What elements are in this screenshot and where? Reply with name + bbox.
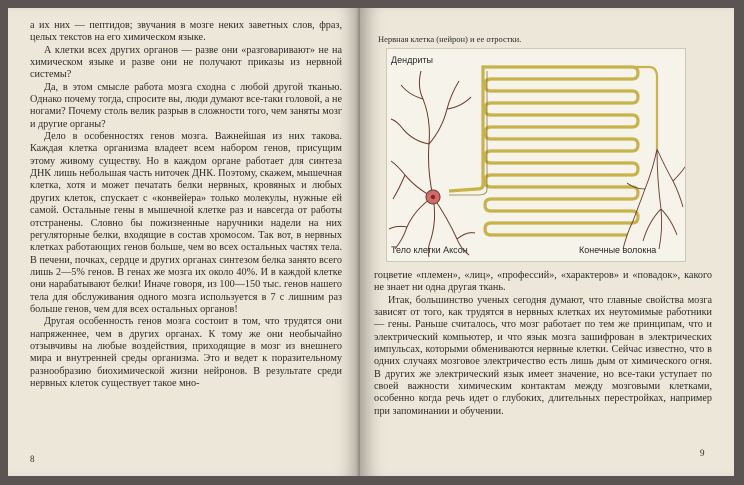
page-number: 8 (30, 454, 35, 464)
axon-serpentine (449, 67, 657, 235)
right-page (360, 8, 734, 476)
figure-caption: Нервная клетка (нейрон) и ее отростки. (378, 34, 522, 44)
page-number: 9 (700, 448, 705, 458)
paragraph: Дело в особенностях генов мозга. Важнейшая из них такова. Каждая клетка организма владеет всем набором генов, присущим этому живому существу. Но в каждом органе работает для синтеза ДНК лишь небольшая часть ниточек ДНК. Поэтому, скажем, мышечная клетка, хотя и может печатать белки нервных, кровяных и любых других клеток, спускает с «конвейера» только молекулы, нужные ей самой. Остальные гены в мышечной клетке раз и навсегда от работы отстранены. Словно бы пожизненные наручники надели на них регуляторные белки, входящие в состав хромосом. Так вот, в нервных клетках работающих генов больше, чем во всех остальных частях тела. В печени, почках, сердце и других органах синтезом белка занято всего лишь 2—5% генов. В генах же мозга их около 40%. И в каждой клетке они нарабатывают белки! Иначе говоря, из 100—150 тыс. генов нашего тела для обслуживания одного мозга используется в 7 с лишним раз больше генов, чем для всех остальных органов! (30, 131, 342, 315)
paragraph: А клетки всех других органов — разве они «разговаривают» не на химическом языке и разве они не получают приказы из нервной системы? (30, 44, 342, 81)
label-body-axon: Тело клетки Аксон (391, 245, 468, 255)
left-page (8, 8, 360, 476)
paragraph: Итак, большинство ученых сегодня думают, что главные свойства мозга зависят от того, как трудятся в нервных клетках их неутомимые работники — гены. Раньше считалось, что мозг работает по тем же принципам, что и электрический компьютер, и что язык мозга зашифрован в электрических импульсах, которыми обмениваются нервные клетки. Сейчас известно, что в одних случаях мозговое электричество есть лишь дым от химического огня. В других же электрический язык имеет значение, но все-таки уступает по своей важности химическим контактам между мозговыми клетками, особенно когда речь идет о глубоких, длительных перестройках, например при запоминании и обучении. (374, 294, 712, 417)
neuron-illustration (387, 49, 685, 261)
label-dendrites: Дендриты (391, 55, 433, 65)
paragraph: гоцветие «племен», «лиц», «профессий», «характеров» и «повадок», какого не знает ни одна другая ткань. (374, 270, 712, 294)
left-page-text (30, 20, 342, 390)
label-terminals: Конечные волокна (579, 245, 657, 255)
cell-nucleus (431, 195, 435, 199)
neuron-figure (386, 48, 686, 262)
dendrites-drawing (389, 71, 475, 257)
right-page-text (374, 270, 712, 418)
paragraph: Да, в этом смысле работа мозга сходна с любой другой тканью. Однако почему тогда, спросите вы, люди думают все-таки головой, а не ногами? Почему столь велик разрыв в сложности того, чем заняты мозг и другие органы? (30, 81, 342, 130)
paragraph: Другая особенность генов мозга состоит в том, что трудятся они напряженнее, чем в других органах. К тому же они необычайно отзывчивы на любые воздействия, приходящие в мозг из внешнего мира и внутренней среды организма. Это и ведет к поразительному разнообразию биохимической жизни нейронов. В результате среди нервных клеток существует такое мно- (30, 316, 342, 389)
paragraph: а их них — пептидов; звучания в мозге неких заветных слов, фраз, целых текстов на его химическом языке. (30, 20, 342, 44)
